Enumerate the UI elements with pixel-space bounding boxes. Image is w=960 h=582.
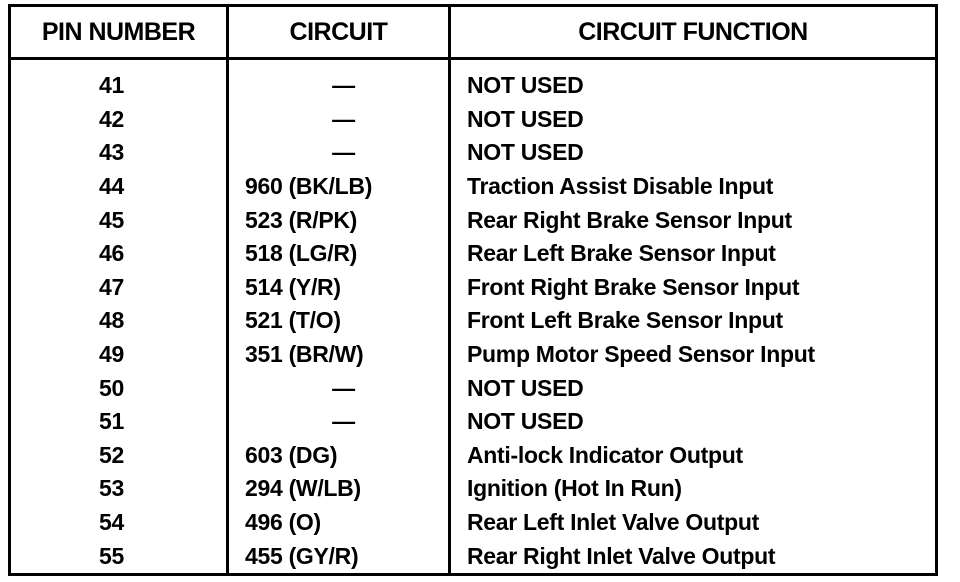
table-row [11,472,935,506]
table-row [11,271,935,305]
table-row [11,539,935,573]
pin-number-cell: 44 [99,173,124,200]
table-row [11,371,935,405]
circuit-cell: 496 (O) [245,509,321,536]
header-pin-number: PIN NUMBER [41,17,196,46]
pin-number-cell: 42 [99,105,124,132]
circuit-function-cell: NOT USED [467,139,584,166]
header-divider [11,57,935,60]
circuit-cell: 514 (Y/R) [245,273,341,300]
circuit-function-cell: Rear Right Brake Sensor Input [467,206,792,233]
circuit-cell: 294 (W/LB) [245,475,361,502]
table-row [11,69,935,103]
circuit-cell: 960 (BK/LB) [245,173,373,200]
circuit-cell: 603 (DG) [245,441,338,468]
table-row [11,439,935,473]
header-circuit: CIRCUIT [289,17,388,46]
circuit-function-cell: NOT USED [467,374,584,401]
pin-number-cell: 55 [99,542,124,569]
circuit-function-cell: Front Right Brake Sensor Input [467,273,800,300]
circuit-cell: 518 (LG/R) [245,240,358,267]
circuit-function-cell: NOT USED [467,72,584,99]
circuit-function-cell: Pump Motor Speed Sensor Input [467,341,815,368]
circuit-cell: — [332,105,355,132]
circuit-cell: — [332,72,355,99]
circuit-function-cell: NOT USED [467,408,584,435]
table-row [11,136,935,170]
pin-number-cell: 49 [99,341,124,368]
table-row [11,506,935,540]
circuit-function-cell: Rear Right Inlet Valve Output [467,542,776,569]
pin-number-cell: 46 [99,240,124,267]
circuit-cell: — [332,408,355,435]
circuit-cell: — [332,374,355,401]
table-row [11,103,935,137]
header-circuit-function: CIRCUIT FUNCTION [578,17,808,46]
pin-number-cell: 53 [99,475,124,502]
table-row [11,237,935,271]
circuit-function-cell: Ignition (Hot In Run) [467,475,682,502]
table-row [11,405,935,439]
circuit-function-cell: NOT USED [467,105,584,132]
pin-function-table [8,4,938,576]
pin-number-cell: 52 [99,441,124,468]
pin-number-cell: 51 [99,408,124,435]
table-row [11,304,935,338]
circuit-function-cell: Traction Assist Disable Input [467,173,774,200]
circuit-cell: 455 (GY/R) [245,542,359,569]
pin-number-cell: 47 [99,273,124,300]
circuit-function-cell: Anti-lock Indicator Output [467,441,743,468]
circuit-function-cell: Rear Left Inlet Valve Output [467,509,759,536]
pin-number-cell: 48 [99,307,124,334]
pin-number-cell: 50 [99,374,124,401]
circuit-cell: 351 (BR/W) [245,341,364,368]
pin-number-cell: 41 [99,72,124,99]
pin-number-cell: 43 [99,139,124,166]
table-row [11,170,935,204]
circuit-function-cell: Rear Left Brake Sensor Input [467,240,776,267]
circuit-cell: 523 (R/PK) [245,206,358,233]
circuit-cell: 521 (T/O) [245,307,341,334]
circuit-function-cell: Front Left Brake Sensor Input [467,307,783,334]
pin-number-cell: 54 [99,509,124,536]
circuit-cell: — [332,139,355,166]
pin-number-cell: 45 [99,206,124,233]
table-body [11,69,935,573]
table-row [11,203,935,237]
table-row [11,338,935,372]
